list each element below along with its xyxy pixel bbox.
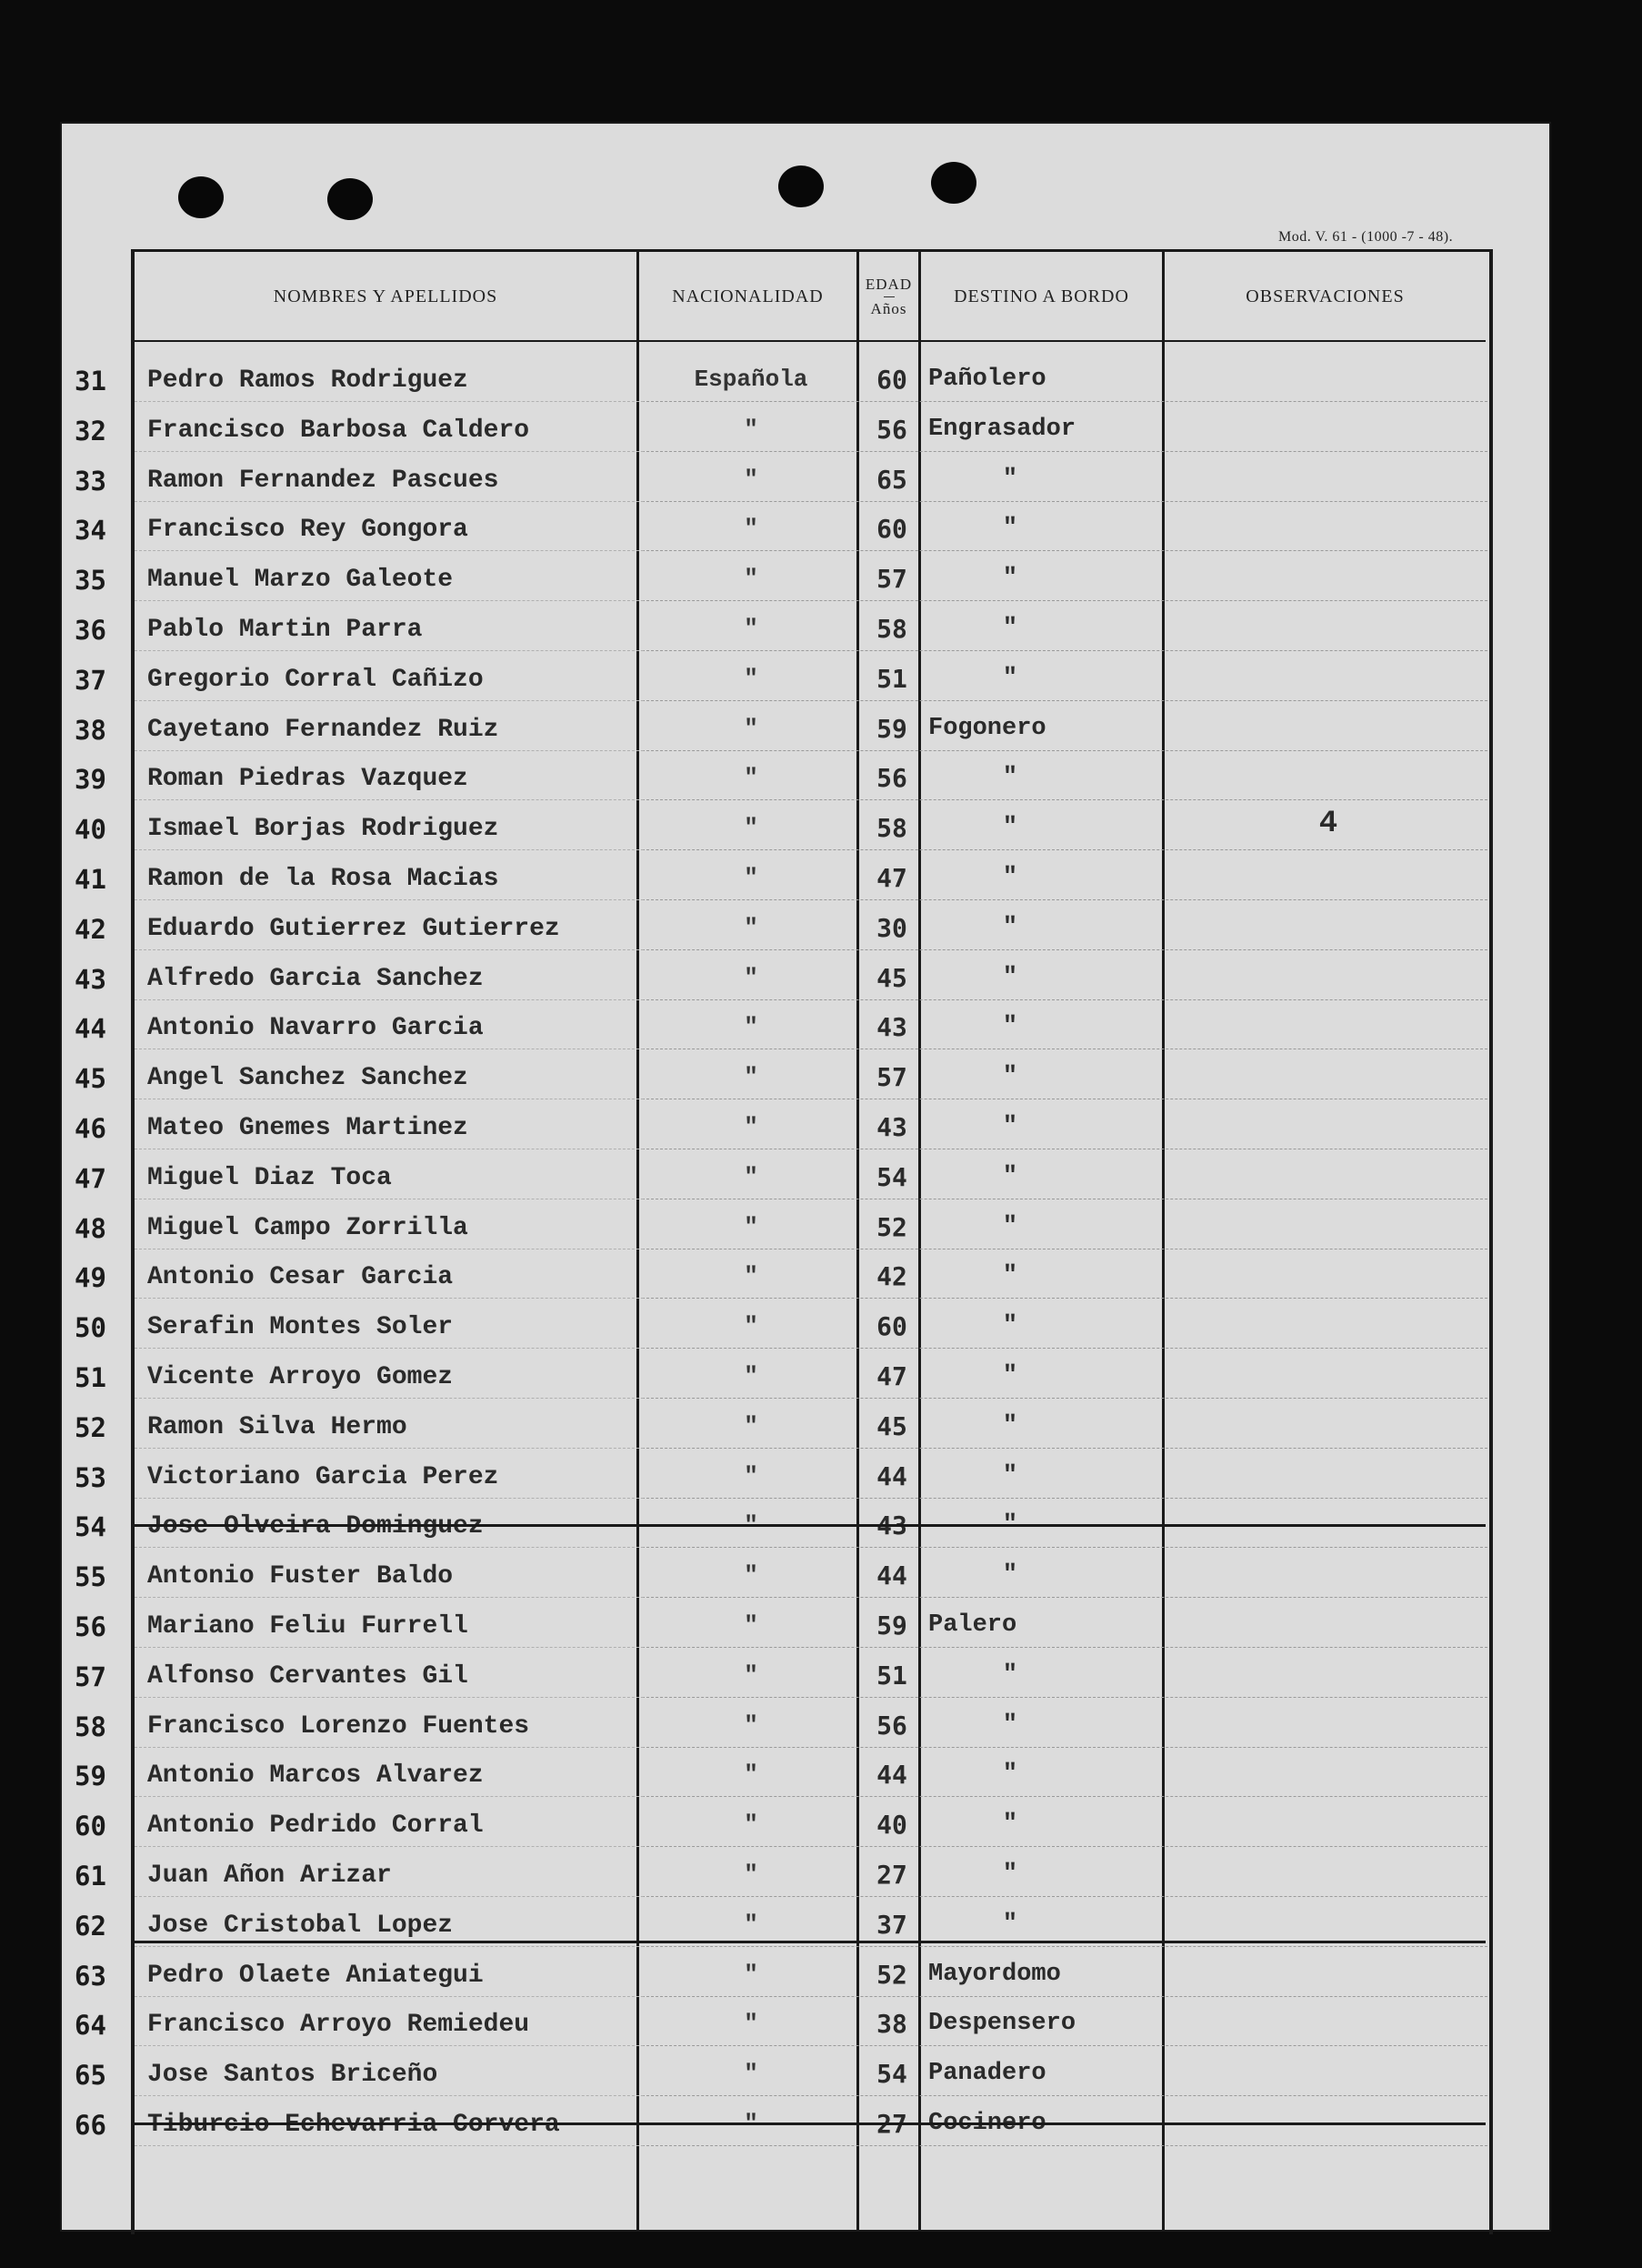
nationality: Española [694,366,808,393]
nationality: " [744,2060,758,2088]
age: 43 [876,1112,907,1142]
destination: " [1002,515,1018,543]
crew-name: Antonio Pedrido Corral [147,1811,484,1841]
nationality: " [744,1411,758,1440]
row-number: 48 [75,1212,106,1244]
table-row [60,1948,1551,1997]
destination: " [1002,1113,1018,1140]
row-number: 36 [75,615,106,646]
age: 47 [876,1361,907,1391]
table-row [60,353,1551,402]
crew-name: Antonio Cesar Garcia [147,1263,454,1292]
table-row [60,502,1551,551]
age: 43 [876,1510,907,1541]
age: 45 [876,962,907,993]
observation: 4 [1318,807,1338,842]
crew-name: Angel Sanchez Sanchez [147,1064,468,1093]
destination: " [1002,565,1018,593]
age: 54 [876,1161,907,1192]
destination: " [1002,1063,1018,1091]
age: 27 [876,1860,907,1890]
destination: " [1002,1212,1018,1240]
table-row [60,2047,1551,2096]
header-destination: DESTINO A BORDO [954,286,1129,306]
crew-name: Eduardo Gutierrez Gutierrez [147,914,560,943]
row-number: 57 [75,1661,106,1692]
destination: " [1002,1411,1018,1440]
row-number: 34 [75,515,106,547]
age: 45 [876,1410,907,1441]
row-number: 61 [75,1861,106,1892]
row-number: 56 [75,1611,106,1642]
row-number: 64 [75,2010,106,2042]
nationality: " [744,1312,758,1340]
punch-hole [931,162,976,204]
row-number: 46 [75,1113,106,1144]
nationality: " [744,1661,758,1689]
nationality: " [744,913,758,941]
age: 57 [876,564,907,595]
age: 58 [876,614,907,644]
age: 40 [876,1810,907,1841]
table-row [60,1100,1551,1149]
form-reference: Mod. V. 61 - (1000 -7 - 48). [1278,229,1454,245]
table-row [60,1249,1551,1299]
row-number: 37 [75,664,106,696]
crew-name: Antonio Marcos Alvarez [147,1761,484,1791]
table-row [60,1997,1551,2046]
strike-line-row-54 [135,1524,1486,1527]
nationality: " [744,1113,758,1140]
table-row [60,1549,1551,1598]
age: 57 [876,1062,907,1093]
crew-name: Vicente Arroyo Gomez [147,1363,454,1391]
nationality: " [744,615,758,642]
table-row [60,453,1551,502]
age: 59 [876,713,907,744]
age: 42 [876,1261,907,1292]
row-number: 35 [75,565,106,597]
row-number: 47 [75,1162,106,1194]
age: 59 [876,1611,907,1641]
nationality: " [744,1960,758,1988]
table-row [60,652,1551,701]
nationality: " [744,1910,758,1938]
nationality: " [744,1511,758,1540]
row-number: 41 [75,864,106,895]
age: 60 [876,365,907,395]
nationality: " [744,1461,758,1490]
crew-name: Juan Añon Arizar [147,1862,392,1890]
nationality: " [744,1013,758,1041]
destination: " [1002,1711,1018,1739]
destination: " [1002,1013,1018,1041]
table-row [60,1300,1551,1349]
nationality: " [744,1262,758,1290]
strike-line-row-66 [135,2122,1486,2125]
destination: " [1002,1511,1018,1540]
document-sheet [60,122,1551,2232]
crew-name: Serafin Montes Soler [147,1313,454,1342]
age: 58 [876,813,907,844]
nationality: " [744,465,758,493]
crew-name: Ramon Silva Hermo [147,1412,407,1441]
row-number: 50 [75,1312,106,1344]
crew-name: Pedro Ramos Rodriguez [147,366,468,395]
row-number: 49 [75,1262,106,1294]
nationality: " [744,1811,758,1839]
destination: " [1002,764,1018,792]
crew-name: Victoriano Garcia Perez [147,1462,499,1491]
crew-name: Tiburcio Echevarria Corvera [147,2111,560,2139]
table-row [60,1599,1551,1648]
age: 44 [876,1561,907,1591]
age: 52 [876,1211,907,1242]
nationality: " [744,1611,758,1639]
table-row [60,2097,1551,2146]
age: 44 [876,1760,907,1791]
destination: " [1002,1910,1018,1938]
destination: Panadero [928,2060,1046,2088]
nationality: " [744,764,758,792]
destination: " [1002,1162,1018,1190]
nationality: " [744,1362,758,1390]
punch-hole [178,176,224,218]
age: 54 [876,2059,907,2090]
destination: " [1002,1461,1018,1490]
nationality: " [744,1711,758,1739]
nationality: " [744,565,758,593]
crew-name: Miguel Diaz Toca [147,1163,392,1192]
row-number: 53 [75,1461,106,1493]
table-row [60,403,1551,452]
destination: " [1002,1362,1018,1390]
table-row [60,1699,1551,1748]
crew-name: Miguel Campo Zorrilla [147,1213,468,1242]
destination: " [1002,1661,1018,1689]
crew-name: Ismael Borjas Rodriguez [147,815,499,844]
header-age-bottom: Años [870,299,907,317]
crew-name: Francisco Arroyo Remiedeu [147,2011,530,2040]
age: 43 [876,1012,907,1043]
row-number: 43 [75,963,106,995]
age: 37 [876,1909,907,1940]
destination: " [1002,913,1018,941]
table-row [60,1798,1551,1847]
crew-name: Gregorio Corral Cañizo [147,665,484,694]
row-rule [642,2145,1487,2146]
row-number: 55 [75,1561,106,1593]
destination: " [1002,1312,1018,1340]
punch-hole [327,178,373,220]
row-number: 38 [75,714,106,746]
table-row [60,801,1551,850]
crew-name: Jose Cristobal Lopez [147,1911,454,1940]
destination: " [1002,1761,1018,1789]
row-number: 45 [75,1063,106,1095]
nationality: " [744,2010,758,2038]
nationality: " [744,2110,758,2137]
nationality: " [744,1861,758,1888]
strike-line-row-62 [135,1941,1486,1943]
destination: Despensero [928,2010,1076,2038]
crew-name: Pablo Martin Parra [147,616,423,644]
nationality: " [744,415,758,443]
destination: " [1002,615,1018,642]
destination: " [1002,664,1018,692]
nationality: " [744,864,758,891]
row-number: 63 [75,1960,106,1992]
table-row [60,751,1551,800]
crew-name: Roman Piedras Vazquez [147,765,468,794]
table-row [60,1848,1551,1897]
nationality: " [744,814,758,842]
table-row [60,851,1551,900]
row-number: 40 [75,814,106,846]
nationality: " [744,1212,758,1240]
destination: Fogonero [928,714,1046,742]
crew-name: Alfredo Garcia Sanchez [147,964,484,993]
crew-name: Francisco Lorenzo Fuentes [147,1711,530,1741]
destination: " [1002,465,1018,493]
destination: " [1002,864,1018,891]
row-number: 44 [75,1013,106,1045]
age: 51 [876,1660,907,1691]
table-row [60,1350,1551,1399]
row-number: 31 [75,366,106,396]
destination: Palero [928,1611,1017,1639]
table-row [60,901,1551,950]
crew-name: Pedro Olaete Aniategui [147,1961,484,1990]
header-observations: OBSERVACIONES [1246,286,1405,306]
row-number: 39 [75,764,106,796]
age: 56 [876,414,907,445]
table-row [60,602,1551,651]
table-row [60,702,1551,751]
nationality: " [744,515,758,543]
destination: Cocinero [928,2110,1046,2137]
table-row [60,1450,1551,1499]
crew-name: Alfonso Cervantes Gil [147,1661,468,1691]
crew-name: Ramon Fernandez Pascues [147,466,499,495]
table-row [60,1748,1551,1797]
crew-name: Antonio Fuster Baldo [147,1562,454,1591]
nationality: " [744,1063,758,1091]
crew-name: Francisco Rey Gongora [147,516,468,545]
header-age-dash [884,296,895,297]
punch-hole [778,166,824,207]
destination: " [1002,1811,1018,1839]
table-row [60,1898,1551,1947]
crew-name: Jose Olveira Dominguez [147,1512,484,1541]
row-number: 51 [75,1362,106,1393]
nationality: " [744,1162,758,1190]
age: 38 [876,2009,907,2040]
crew-name: Jose Santos Briceño [147,2061,438,2090]
crew-name: Antonio Navarro Garcia [147,1014,484,1043]
age: 65 [876,464,907,495]
row-number: 65 [75,2060,106,2092]
nationality: " [744,963,758,991]
table-row [60,951,1551,1000]
crew-name: Ramon de la Rosa Macias [147,865,499,893]
age: 52 [876,1959,907,1990]
row-number: 62 [75,1910,106,1942]
table-row [60,1000,1551,1049]
age: 56 [876,1710,907,1741]
header-names: NOMBRES Y APELLIDOS [273,286,498,306]
row-rule [135,2145,644,2146]
crew-name: Cayetano Fernandez Ruiz [147,715,499,744]
nationality: " [744,1561,758,1590]
age: 51 [876,663,907,694]
header-rule [135,340,1486,342]
destination: " [1002,1262,1018,1290]
age: 47 [876,863,907,893]
row-number: 66 [75,2110,106,2141]
row-number: 32 [75,415,106,447]
table-row [60,1649,1551,1698]
destination: Engrasador [928,415,1076,443]
row-number: 58 [75,1711,106,1742]
age: 27 [876,2109,907,2139]
table-row [60,1150,1551,1199]
nationality: " [744,664,758,692]
age: 30 [876,912,907,943]
age: 60 [876,514,907,545]
table-row [60,1200,1551,1249]
crew-name: Mariano Feliu Furrell [147,1612,468,1641]
crew-name: Mateo Gnemes Martinez [147,1114,468,1142]
destination: Mayordomo [928,1960,1061,1988]
row-number: 59 [75,1761,106,1792]
table-row [60,552,1551,601]
nationality: " [744,1761,758,1789]
age: 56 [876,763,907,794]
table-row [60,1050,1551,1099]
destination: Pañolero [928,366,1046,393]
row-number: 60 [75,1811,106,1842]
destination: " [1002,1861,1018,1888]
destination: " [1002,1561,1018,1590]
header-age [859,251,918,342]
age: 44 [876,1460,907,1491]
row-number: 52 [75,1411,106,1443]
nationality: " [744,714,758,742]
age: 60 [876,1311,907,1342]
row-number: 54 [75,1511,106,1543]
header-nationality: NACIONALIDAD [672,286,824,306]
table-row [60,1400,1551,1449]
crew-name: Manuel Marzo Galeote [147,566,454,595]
destination: " [1002,963,1018,991]
destination: " [1002,814,1018,842]
row-number: 42 [75,913,106,945]
header-age-top: EDAD [865,275,913,293]
crew-name: Francisco Barbosa Caldero [147,416,530,445]
row-number: 33 [75,465,106,497]
